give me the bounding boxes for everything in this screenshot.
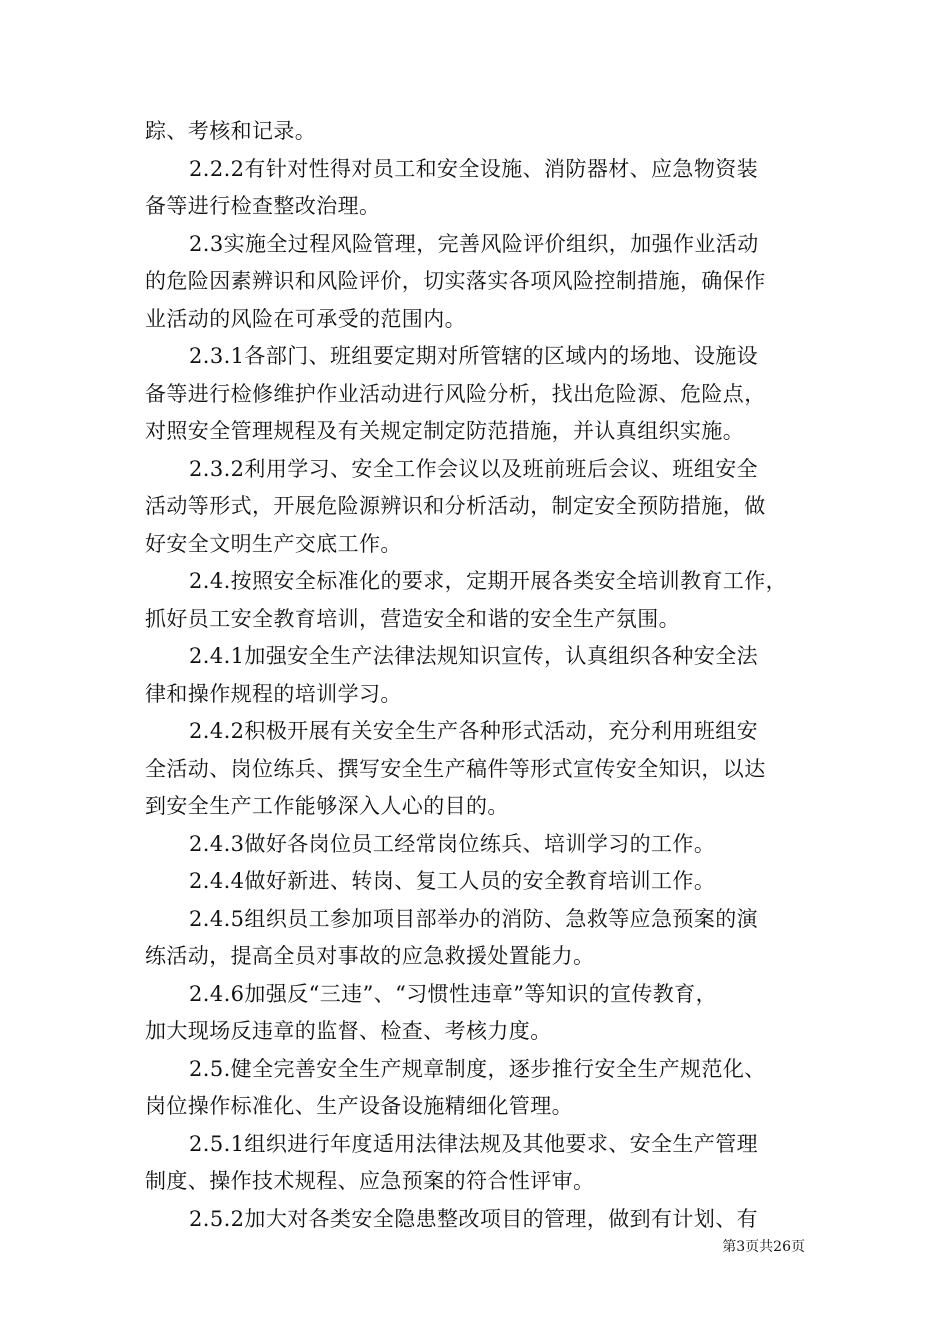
text-line: 2.4.按照安全标准化的要求，定期开展各类安全培训教育工作， [189,569,788,593]
text-line: 备等进行检查整改治理。 [145,194,381,218]
text-line: 好安全文明生产交底工作。 [145,531,402,556]
text-line: 到安全生产工作能够深入人心的目的。 [145,794,509,818]
text-line: 活动等形式，开展危险源辨识和分析活动，制定安全预防措施，做 [145,494,766,518]
text-line: 2.3.2利用学习、安全工作会议以及班前班后会议、班组安全 [189,456,759,481]
text-line: 2.3实施全过程风险管理，完善风险评价组织，加强作业活动 [189,231,759,256]
text-line: 2.5.1组织进行年度适用法律法规及其他要求、安全生产管理 [189,1131,759,1156]
text-line: 练活动，提高全员对事故的应急救援处置能力。 [145,944,595,968]
text-line: 对照安全管理规程及有关规定制定防范措施，并认真组织实施。 [145,419,745,443]
text-line: 岗位操作标准化、生产设备设施精细化管理。 [145,1094,573,1118]
text-line: 业活动的风险在可承受的范围内。 [145,306,466,331]
document-body [145,113,810,1238]
text-line: 2.5.2加大对各类安全隐患整改项目的管理，做到有计划、有 [189,1206,759,1231]
text-line: 备等进行检修维护作业活动进行风险分析，找出危险源、危险点， [145,381,766,406]
text-line: 律和操作规程的培训学习。 [145,681,402,706]
text-line: 加大现场反违章的监督、检查、考核力度。 [145,1019,552,1043]
text-line: 制度、操作技术规程、应急预案的符合性评审。 [145,1169,595,1193]
text-line: 2.4.1加强安全生产法律法规知识宣传，认真组织各种安全法 [189,644,759,668]
page-number-footer: 第3页共26页 [722,1239,805,1255]
text-line: 踪、考核和记录。 [145,119,317,143]
text-line: 2.4.5组织员工参加项目部举办的消防、急救等应急预案的演 [189,906,759,931]
text-line: 的危险因素辨识和风险评价，切实落实各项风险控制措施，确保作 [145,269,766,293]
text-line: 2.3.1各部门、班组要定期对所管辖的区域内的场地、设施设 [189,344,759,368]
text-line: 2.4.3做好各岗位员工经常岗位练兵、培训学习的工作。 [189,831,716,856]
text-line: 2.4.4做好新进、转岗、复工人员的安全教育培训工作。 [189,869,716,893]
text-line: 全活动、岗位练兵、撰写安全生产稿件等形式宣传安全知识，以达 [145,756,766,781]
text-line: 2.4.6加强反“三违”、“习惯性违章”等知识的宣传教育， [189,981,717,1006]
text-line: 抓好员工安全教育培训，营造安全和谐的安全生产氛围。 [145,606,680,631]
text-line: 2.5.健全完善安全生产规章制度，逐步推行安全生产规范化、 [189,1056,766,1081]
text-line: 2.4.2积极开展有关安全生产各种形式活动，充分利用班组安 [189,719,759,743]
text-line: 2.2.2有针对性得对员工和安全设施、消防器材、应急物资装 [189,156,759,181]
